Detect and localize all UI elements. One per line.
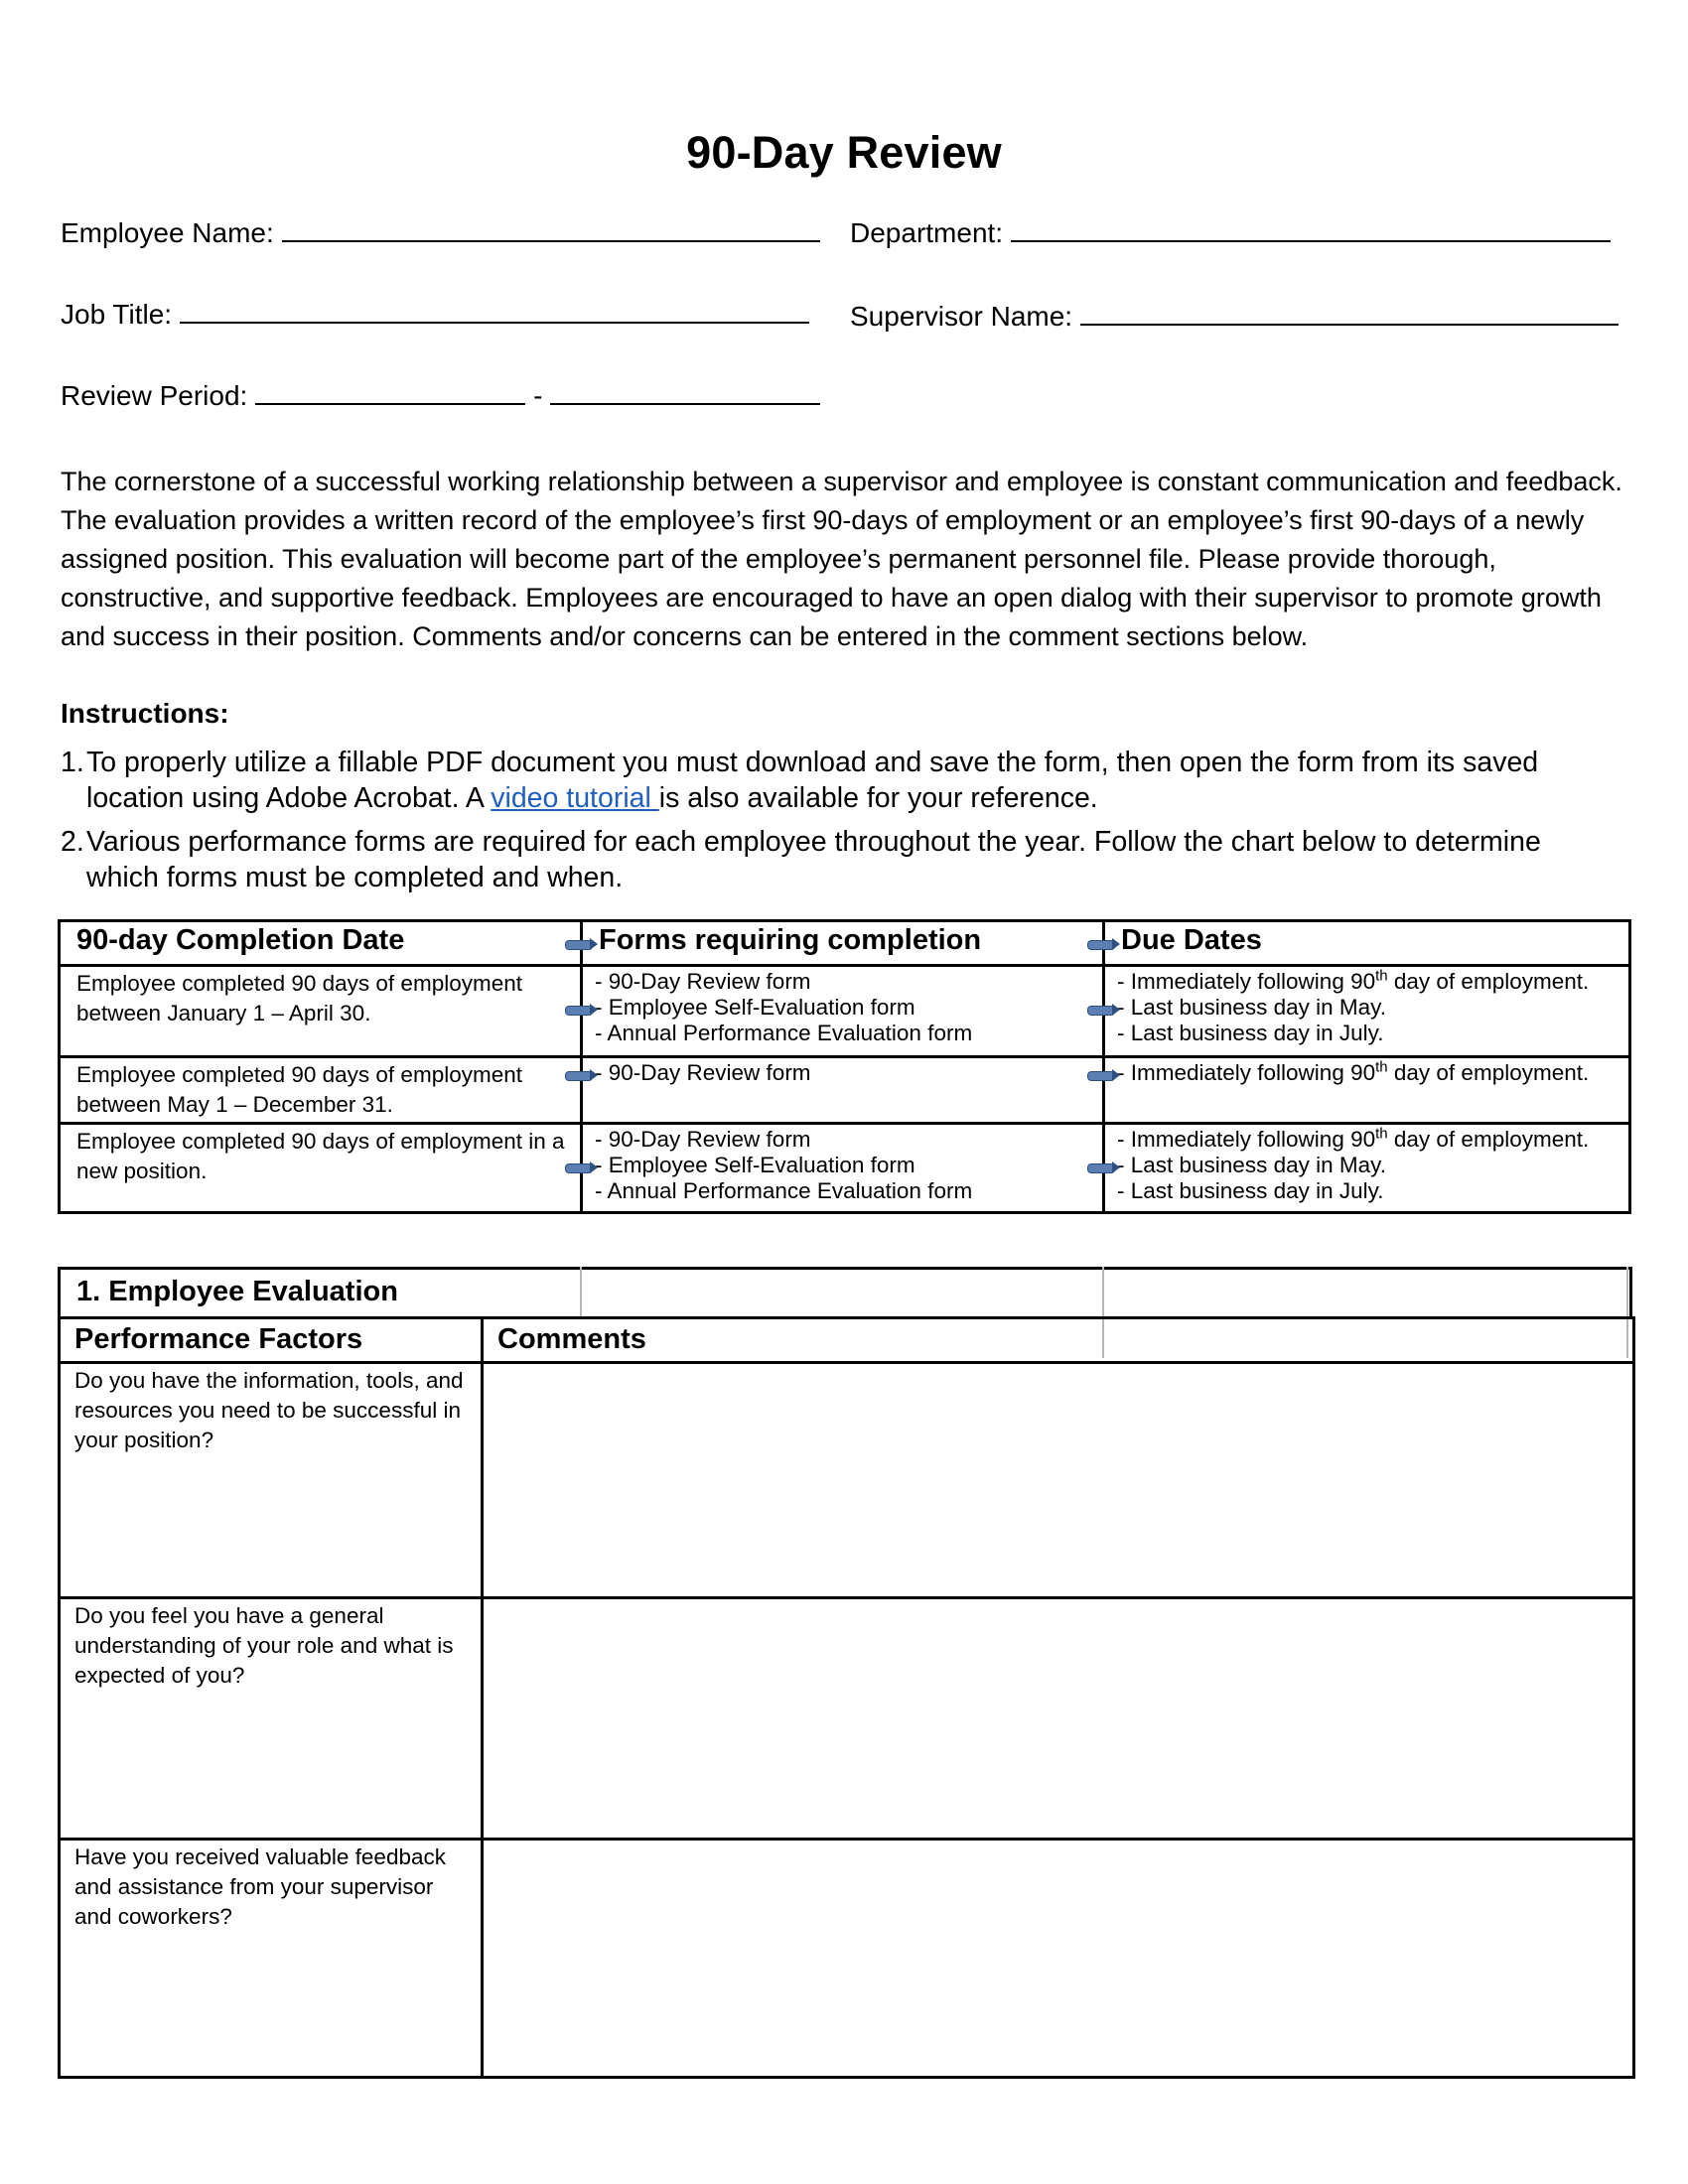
due-item: - Immediately following 90th day of employment.	[1117, 1058, 1590, 1085]
schedule-cell-forms	[582, 966, 1104, 1057]
ghost-divider	[580, 1267, 582, 1316]
form-item: - Annual Performance Evaluation form	[595, 1021, 973, 1045]
arrow-icon	[1087, 1071, 1115, 1081]
due-item: - Last business day in July.	[1117, 1178, 1384, 1203]
form-item: - Employee Self-Evaluation form	[595, 1153, 915, 1177]
schedule-cell-due	[1104, 1057, 1630, 1124]
schedule-cell-date: Employee completed 90 days of employment between May 1 – December 31.	[60, 1057, 582, 1124]
schedule-header-due	[1104, 921, 1630, 966]
supervisor-name-label: Supervisor Name:	[850, 301, 1073, 332]
review-period-label: Review Period:	[61, 380, 248, 411]
arrow-icon	[1087, 1006, 1115, 1016]
schedule-row	[60, 1124, 1630, 1213]
form-item: - Annual Performance Evaluation form	[595, 1178, 973, 1203]
instructions-list	[61, 745, 1610, 903]
comment-field[interactable]	[483, 1363, 1634, 1598]
schedule-cell-date: Employee completed 90 days of employment between January 1 – April 30.	[60, 966, 582, 1057]
evaluation-row	[60, 1840, 1634, 2078]
review-period-separator: -	[533, 380, 543, 411]
due-item: - Last business day in May.	[1117, 1153, 1386, 1177]
schedule-header-date: 90-day Completion Date	[60, 921, 582, 966]
form-item: - Employee Self-Evaluation form	[595, 995, 915, 1020]
schedule-header-forms	[582, 921, 1104, 966]
schedule-cell-due	[1104, 966, 1630, 1057]
arrow-icon	[565, 1006, 593, 1016]
form-item: - 90-Day Review form	[595, 1127, 811, 1152]
schedule-header-due-label: Due Dates	[1121, 924, 1262, 956]
evaluation-table	[58, 1316, 1635, 2079]
evaluation-section-header	[58, 1267, 1632, 1316]
performance-question: Do you feel you have a general understanding of your role and what is expected of you?	[60, 1598, 483, 1840]
review-period-end-line[interactable]	[550, 377, 820, 405]
job-title-label: Job Title:	[61, 299, 173, 330]
performance-question: Have you received valuable feedback and assistance from your supervisor and coworkers?	[60, 1840, 483, 2078]
instruction-text: To properly utilize a fillable PDF document you must download and save the form, then open the form from its saved location using Adobe Acrobat. A	[86, 747, 1539, 814]
form-item: - 90-Day Review form	[595, 969, 811, 994]
arrow-icon	[565, 1163, 593, 1173]
schedule-cell-forms	[582, 1124, 1104, 1213]
employee-name-input-line[interactable]	[282, 214, 820, 242]
schedule-cell-forms	[582, 1057, 1104, 1124]
department-field	[850, 214, 1611, 249]
intro-paragraph: The cornerstone of a successful working relationship between a supervisor and employee is constant communication and feedback. The evaluation provides a written record of the employee’s first 90-days of employment or an employee’s first 90-days of a newly assigned position. This evaluation will become part of the employee’s permanent personnel file. Please provide thorough, constructive, and supportive feedback. Employees are encouraged to have an open dialog with their supervisor to promote growth and success in their position. Comments and/or concerns can be entered in the comment sections below.	[61, 467, 1622, 651]
instruction-text: is also available for your reference.	[658, 782, 1098, 814]
department-input-line[interactable]	[1011, 214, 1611, 242]
instruction-number: 2.	[61, 826, 84, 858]
job-title-field	[61, 296, 809, 331]
form-item: - 90-Day Review form	[595, 1060, 811, 1085]
evaluation-header-row	[60, 1318, 1634, 1363]
due-item: - Immediately following 90th day of employment.	[1117, 1125, 1590, 1152]
employee-name-field	[61, 214, 820, 249]
schedule-header-forms-label: Forms requiring completion	[599, 924, 982, 956]
evaluation-row	[60, 1363, 1634, 1598]
instruction-item-2	[61, 824, 1610, 895]
evaluation-section-title: 1. Employee Evaluation	[76, 1276, 398, 1307]
job-title-input-line[interactable]	[180, 296, 809, 324]
schedule-cell-date: Employee completed 90 days of employment in a new position.	[60, 1124, 582, 1213]
schedule-table	[58, 919, 1631, 1214]
supervisor-name-field	[850, 298, 1618, 333]
arrow-icon	[1087, 1163, 1115, 1173]
due-item: - Immediately following 90th day of employment.	[1117, 967, 1590, 994]
instruction-text: Various performance forms are required for each employee throughout the year. Follow the chart below to determine which forms must be completed and when.	[86, 826, 1541, 893]
performance-factors-header: Performance Factors	[60, 1318, 483, 1363]
instruction-item-1	[61, 745, 1610, 816]
schedule-cell-due	[1104, 1124, 1630, 1213]
schedule-row	[60, 966, 1630, 1057]
arrow-icon	[565, 1071, 593, 1081]
arrow-icon	[1087, 940, 1115, 950]
review-period-start-line[interactable]	[255, 377, 525, 405]
video-tutorial-link[interactable]: video tutorial	[491, 782, 659, 814]
comment-field[interactable]	[483, 1598, 1634, 1840]
schedule-row	[60, 1057, 1630, 1124]
schedule-header-row	[60, 921, 1630, 966]
comment-field[interactable]	[483, 1840, 1634, 2078]
department-label: Department:	[850, 217, 1004, 248]
supervisor-name-input-line[interactable]	[1080, 298, 1618, 326]
arrow-icon	[565, 940, 593, 950]
review-period-field	[61, 377, 820, 412]
evaluation-row	[60, 1598, 1634, 1840]
due-item: - Last business day in July.	[1117, 1021, 1384, 1045]
comments-header: Comments	[483, 1318, 1634, 1363]
instructions-heading: Instructions:	[61, 698, 229, 729]
due-item: - Last business day in May.	[1117, 995, 1386, 1020]
instruction-number: 1.	[61, 747, 84, 778]
performance-question: Do you have the information, tools, and resources you need to be successful in your position?	[60, 1363, 483, 1598]
page-title: 90-Day Review	[686, 127, 1002, 178]
employee-name-label: Employee Name:	[61, 217, 274, 248]
